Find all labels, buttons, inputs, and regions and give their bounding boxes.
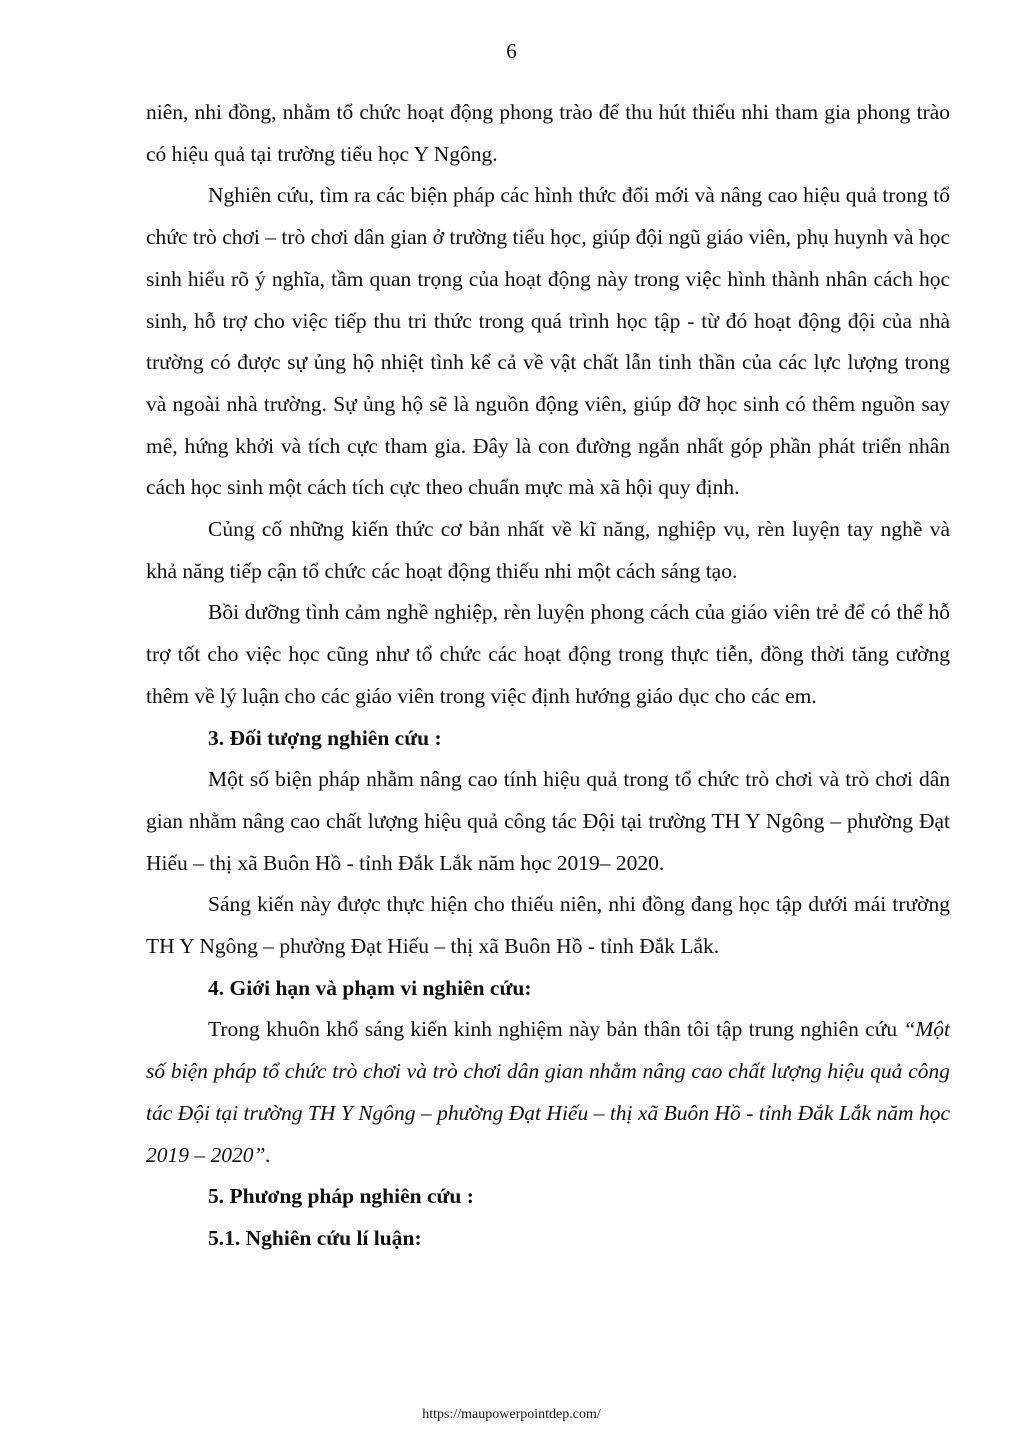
page-number: 6 — [506, 39, 517, 63]
footer-url: https://maupowerpointdep.com/ — [422, 1407, 601, 1422]
paragraph-scope-description — [146, 1009, 950, 1176]
scope-quoted-title: “Một số biện pháp tổ chức trò chơi và trò chơi dân gian nhằm nâng cao chất lượng hiệu quả công tác Đội tại trường TH Y Ngông – phường Đạt Hiếu – thị xã Buôn Hồ - tỉnh Đắk Lắk năm học 2019 – 2020”. — [146, 1017, 950, 1167]
scope-lead-text: Trong khuôn khổ sáng kiến kinh nghiệm này bản thân tôi tập trung nghiên cứu — [208, 1017, 904, 1042]
heading-scope-limits: 4. Giới hạn và phạm vi nghiên cứu: — [208, 975, 532, 1000]
paragraph-subject-scope: Sáng kiến này được thực hiện cho thiếu niên, nhi đồng đang học tập dưới mái trường TH Y Ngông – phường Đạt Hiếu – thị xã Buôn Hồ - tỉnh Đắk Lắk. — [146, 892, 950, 959]
paragraph-subject-description: Một số biện pháp nhằm nâng cao tính hiệu quả trong tổ chức trò chơi và trò chơi dân gian nhằm nâng cao chất lượng hiệu quả công tác Đội tại trường TH Y Ngông – phường Đạt Hiếu – thị xã Buôn Hồ - tỉnh Đắk Lắk năm học 2019– 2020. — [146, 767, 950, 875]
paragraph-continuation: niên, nhi đồng, nhằm tổ chức hoạt động phong trào để thu hút thiếu nhi tham gia phong trào có hiệu quả tại trường tiểu học Y Ngông. — [146, 100, 950, 166]
paragraph-consolidate-skills: Củng cố những kiến thức cơ bản nhất về kĩ năng, nghiệp vụ, rèn luyện tay nghề và khả năng tiếp cận tổ chức các hoạt động thiếu nhi một cách sáng tạo. — [146, 517, 950, 583]
heading-research-subject: 3. Đối tượng nghiên cứu : — [208, 725, 442, 750]
document-body — [146, 92, 950, 1260]
paragraph-research-goals: Nghiên cứu, tìm ra các biện pháp các hình thức đổi mới và nâng cao hiệu quả trong tổ chức trò chơi – trò chơi dân gian ở trường tiểu học, giúp đội ngũ giáo viên, phụ huynh và học sinh hiểu rõ ý nghĩa, tầm quan trọng của hoạt động này trong việc hình thành nhân cách học sinh, hỗ trợ cho việc tiếp thu tri thức trong quá trình học tập - từ đó hoạt động đội của nhà trường có được sự ủng hộ nhiệt tình kể cả về vật chất lẫn tinh thần của các lực lượng trong và ngoài nhà trường. Sự ủng hộ sẽ là nguồn động viên, giúp đỡ học sinh có thêm nguồn say mê, hứng khởi và tích cực tham gia. Đây là con đường ngắn nhất góp phần phát triển nhân cách học sinh một cách tích cực theo chuẩn mực mà xã hội quy định. — [146, 183, 950, 500]
heading-theory-research: 5.1. Nghiên cứu lí luận: — [208, 1225, 422, 1250]
heading-research-methods: 5. Phương pháp nghiên cứu : — [208, 1184, 474, 1209]
paragraph-foster-teachers: Bồi dưỡng tình cảm nghề nghiệp, rèn luyện phong cách của giáo viên trẻ để có thể hỗ trợ tốt cho việc học cũng như tổ chức các hoạt động trong thực tiễn, đồng thời tăng cường thêm về lý luận cho các giáo viên trong việc định hướng giáo dục cho các em. — [146, 600, 950, 708]
